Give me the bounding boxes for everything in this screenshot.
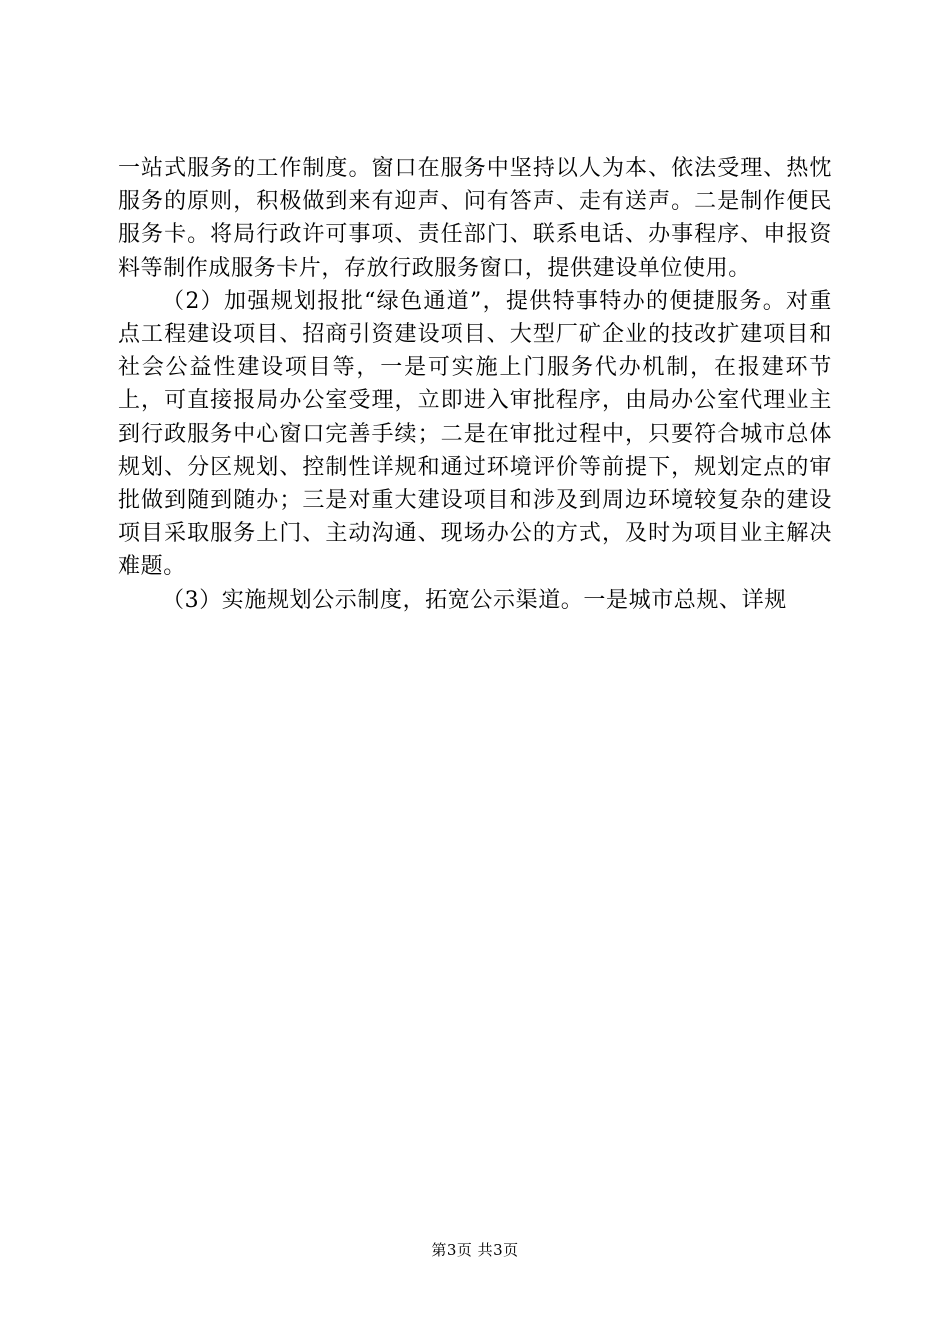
page-footer <box>0 1240 950 1260</box>
paragraph-continued: 一站式服务的工作制度。窗口在服务中坚持以人为本、依法受理、热忱服务的原则，积极做到来有迎声、问有答声、走有送声。二是制作便民服务卡。将局行政许可事项、责任部门、联系电话、办事程序、申报资料等制作成服务卡片，存放行政服务窗口，提供建设单位使用。 <box>118 156 832 281</box>
paragraph-item-2: （2）加强规划报批“绿色通道”，提供特事特办的便捷服务。对重点工程建设项目、招商引资建设项目、大型厂矿企业的技改扩建项目和社会公益性建设项目等，一是可实施上门服务代办机制，在报建环节上，可直接报局办公室受理，立即进入审批程序，由局办公室代理业主到行政服务中心窗口完善手续；二是在审批过程中，只要符合城市总体规划、分区规划、控制性详规和通过环境评价等前提下，规划定点的审批做到随到随办；三是对重大建设项目和涉及到周边环境较复杂的建设项目采取服务上门、主动沟通、现场办公的方式，及时为项目业主解决难题。 <box>118 288 832 580</box>
page-number: 第3页 共3页 <box>431 1241 519 1259</box>
document-body <box>118 152 832 617</box>
paragraph-item-3: （3）实施规划公示制度，拓宽公示渠道。一是城市总规、详规 <box>162 587 787 613</box>
